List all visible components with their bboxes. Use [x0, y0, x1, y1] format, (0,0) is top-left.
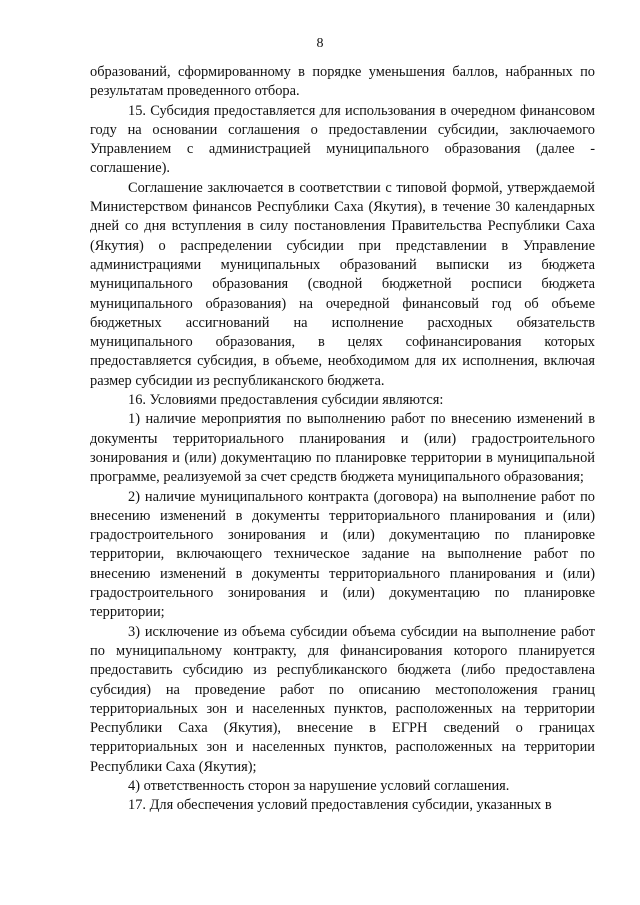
paragraph-continuation: образований, сформированному в порядке уменьшения баллов, набранных по результатам проведенного отбора.: [90, 64, 595, 100]
paragraph-condition-4: 4) ответственность сторон за нарушение условий соглашения.: [128, 777, 510, 794]
paragraph-agreement: Соглашение заключается в соответствии с типовой формой, утверждаемой Министерством финансов Республики Саха (Якутия), в течение 30 календарных дней со дня вступления в силу постановления Правительства Республики Саха (Якутия) о распределении субсидии при представлении в Управление администрациями муниципальных образований выписки из бюджета муниципального образования (сводной бюджетной росписи бюджета муниципального образования) на очередной финансовый год об объеме бюджетных ассигнований на исполнение расходных обязательств муниципального образования, в целях софинансирования которых предоставляется субсидия, в объеме, необходимом для их исполнения, включая размер субсидии из республиканского бюджета.: [90, 179, 595, 389]
paragraph-condition-1: 1) наличие мероприятия по выполнению работ по внесению изменений в документы территориального планирования и (или) градостроительного зонирования и (или) документацию по планировке территории в муниципальной программе, реализуемой за счет средств бюджета муниципального образования;: [90, 411, 595, 486]
paragraph-clause-15: 15. Субсидия предоставляется для использования в очередном финансовом году на основании соглашения о предоставлении субсидии, заключаемого Управлением с администрацией муниципального образования (далее - соглашение).: [90, 102, 595, 177]
page-number: 8: [316, 36, 324, 51]
paragraph-condition-3: 3) исключение из объема субсидии объема субсидии на выполнение работ по муниципальному контракту, для финансирования которого планируется предоставить субсидию из республиканского бюджета (либо предоставлена субсидия) на проведение работ по описанию местоположения границ территориальных зон и населенных пунктов, расположенных на территории Республики Саха (Якутия), внесение в ЕГРН сведений о границах территориальных зон и населенных пунктов, расположенных на территории Республики Саха (Якутия);: [90, 623, 595, 775]
paragraph-condition-2: 2) наличие муниципального контракта (договора) на выполнение работ по внесению изменений в документы территориального планирования и (или) градостроительного зонирования и (или) документацию по планировке территории, включающего техническое задание на выполнение работ по внесению изменений в документы территориального планирования и (или) градостроительного зонирования и (или) документацию по планировке территории;: [90, 488, 595, 621]
document-body: [90, 63, 595, 816]
paragraph-clause-16: 16. Условиями предоставления субсидии являются:: [128, 392, 444, 409]
paragraph-clause-17: 17. Для обеспечения условий предоставления субсидии, указанных в: [128, 797, 552, 814]
